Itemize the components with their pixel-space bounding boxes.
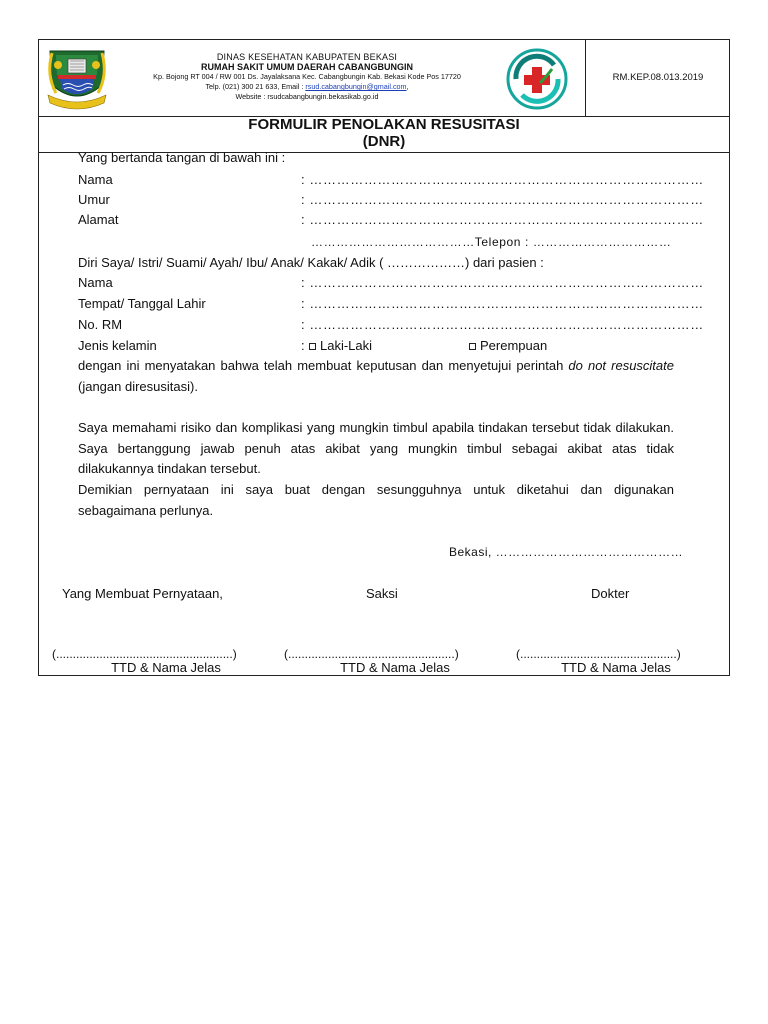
statement-p1-italic: do not resuscitate	[568, 358, 674, 373]
form-code: RM.KEP.08.013.2019	[612, 72, 704, 83]
ttd-doctor: TTD & Nama Jelas	[561, 660, 671, 675]
intro-text: Yang bertanda tangan di bawah ini :	[78, 150, 286, 165]
dnr-form	[38, 39, 730, 676]
signer-age-label: Umur	[78, 192, 110, 207]
bekasi-emblem-logo	[42, 45, 112, 111]
signer-address-label: Alamat	[78, 212, 119, 227]
form-title: FORMULIR PENOLAKAN RESUSITASI	[248, 116, 520, 133]
role-witness: Saksi	[366, 586, 398, 601]
title-block	[39, 116, 729, 153]
role-doctor: Dokter	[591, 586, 630, 601]
statement-p2	[78, 418, 674, 480]
hospital-contact	[107, 82, 507, 92]
rm-number-field[interactable]: : ……………………………………………………………………………	[301, 317, 704, 332]
signer-age-field[interactable]: : ……………………………………………………………………………	[301, 192, 704, 207]
statement-p1-after: (jangan diresusitasi).	[78, 378, 198, 394]
signer-name-field[interactable]: : ……………………………………………………………………………	[301, 172, 704, 187]
statement-p2-text: Saya memahami risiko dan komplikasi yang mungkin timbul apabila tindakan tersebut tidak dilakukan. Saya bertanggung jawab penuh atas akibat yang mungkin timbul sebagai akibat atas tidak dilakukannya tindakan tersebut.	[78, 420, 674, 476]
dinas-name: DINAS KESEHATAN KABUPATEN BEKASI	[216, 52, 398, 62]
male-checkbox[interactable]	[309, 343, 316, 350]
ttd-witness: TTD & Nama Jelas	[340, 660, 450, 675]
form-subtitle: (DNR)	[362, 133, 406, 150]
gender-option-male[interactable]	[309, 338, 372, 354]
statement-p3-text: Demikian pernyataan ini saya buat dengan sesungguhnya untuk diketahui dan digunakan sebagaimana perlunya.	[78, 482, 674, 518]
role-declarant: Yang Membuat Pernyataan,	[62, 586, 223, 601]
female-label: Perempuan	[480, 338, 548, 353]
signer-address-field[interactable]: : ……………………………………………………………………………	[301, 212, 704, 227]
hospital-info	[107, 52, 507, 102]
signer-name-label: Nama	[78, 172, 113, 187]
ttd-declarant: TTD & Nama Jelas	[111, 660, 221, 675]
hospital-address: Kp. Bojong RT 004 / RW 001 Ds. Jayalaksana Kec. Cabangbungin Kab. Bekasi Kode Pos 17720	[153, 72, 461, 81]
form-header	[39, 40, 729, 117]
place-date-field[interactable]: Bekasi, ………………………………………	[449, 545, 684, 559]
birth-label: Tempat/ Tanggal Lahir	[78, 296, 206, 311]
rm-number-label: No. RM	[78, 317, 123, 332]
statement-p1-before: dengan ini menyatakan bahwa telah membuat keputusan dan menyetujui perintah	[78, 358, 569, 373]
gender-label: Jenis kelamin	[78, 338, 157, 353]
signature-line-declarant[interactable]: (.....................................................)	[52, 647, 237, 661]
signature-line-witness[interactable]: (..................................................)	[284, 647, 459, 661]
hospital-cross-logo	[504, 47, 570, 111]
telp-label: Telp. (021) 300 21 633, Email :	[205, 82, 306, 91]
address-phone-field[interactable]: …………………………………Telepon : ……………………………	[311, 235, 672, 249]
telp-end: ,	[406, 82, 409, 91]
female-checkbox[interactable]	[469, 343, 476, 350]
statement-p3	[78, 480, 674, 521]
hospital-website: Website : rsudcabangbungin.bekasikab.go.id	[235, 92, 379, 101]
statement-p1	[78, 356, 674, 397]
relation-text: Diri Saya/ Istri/ Suami/ Ayah/ Ibu/ Anak/ Kakak/ Adik ( ………………) dari pasien :	[78, 255, 544, 270]
patient-name-label: Nama	[78, 275, 113, 290]
header-divider	[585, 40, 586, 116]
email-link[interactable]: rsud.cabangbungin@gmail.com	[305, 82, 407, 91]
patient-name-field[interactable]: : ……………………………………………………………………………	[301, 275, 704, 290]
gender-option-female[interactable]	[469, 338, 547, 354]
signature-line-doctor[interactable]: (...............................................)	[516, 647, 681, 661]
birth-field[interactable]: : ……………………………………………………………………………	[301, 296, 704, 311]
gender-colon: :	[301, 338, 305, 353]
male-label: Laki-Laki	[320, 338, 373, 353]
hospital-name: RUMAH SAKIT UMUM DAERAH CABANGBUNGIN	[201, 62, 413, 72]
